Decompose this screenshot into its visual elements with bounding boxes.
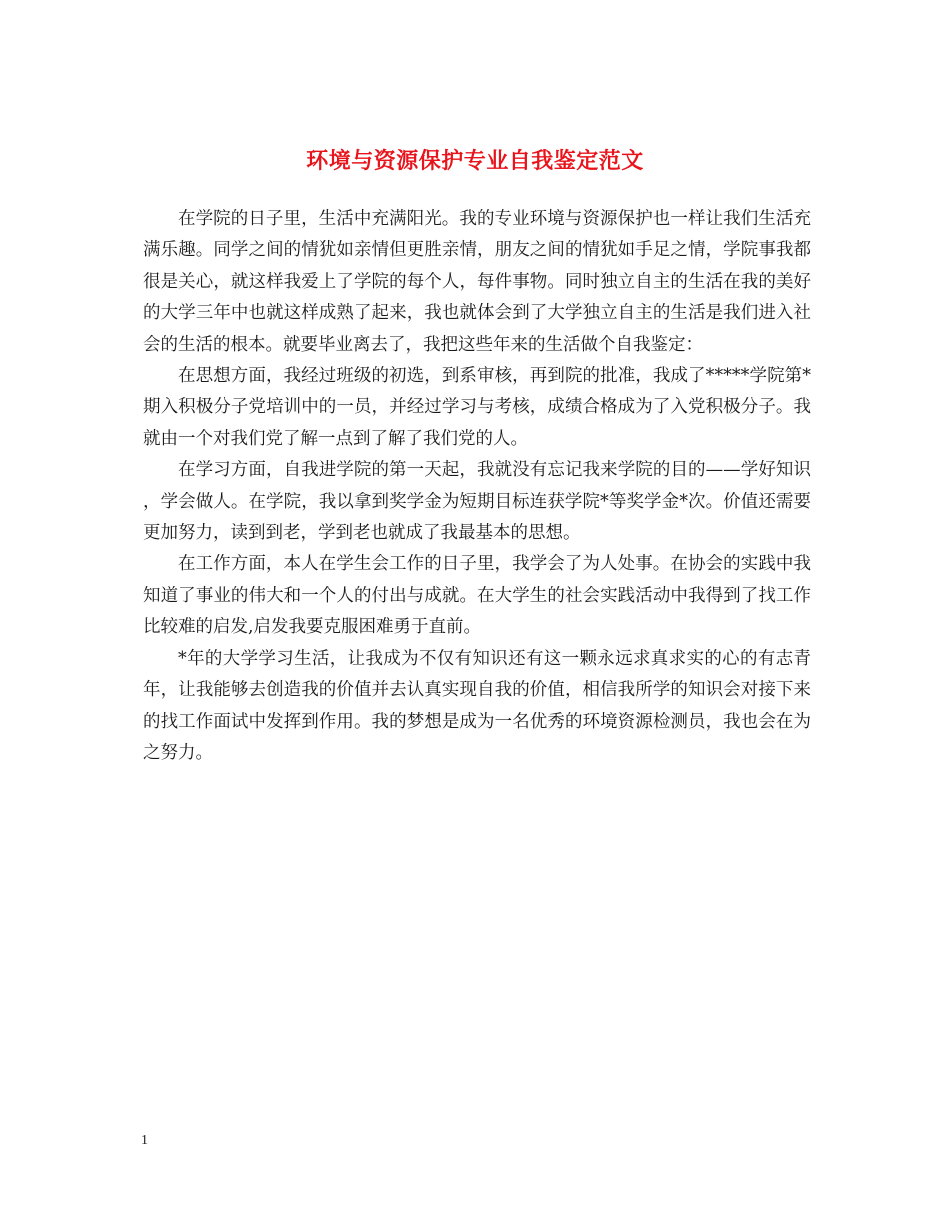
document-body <box>143 204 811 769</box>
page-number: 1 <box>141 1133 148 1148</box>
paragraph-intro: 在学院的日子里，生活中充满阳光。我的专业环境与资源保护也一样让我们生活充满乐趣。同学之间的情犹如亲情但更胜亲情，朋友之间的情犹如手足之情，学院事我都很是关心，就这样我爱上了学院的每个人，每件事物。同时独立自主的生活在我的美好的大学三年中也就这样成熟了起来，我也就体会到了大学独立自主的生活是我们进入社会的生活的根本。就要毕业离去了，我把这些年来的生活做个自我鉴定： <box>143 209 811 355</box>
paragraph-ideology: 在思想方面，我经过班级的初选，到系审核，再到院的批准，我成了*****学院第*期入积极分子党培训中的一员，并经过学习与考核，成绩合格成为了入党积极分子。我就由一个对我们党了解一点到了解了我们党的人。 <box>143 366 811 449</box>
paragraph-conclusion: *年的大学学习生活，让我成为不仅有知识还有这一颗永远求真求实的心的有志青年，让我能够去创造我的价值并去认真实现自我的价值，相信我所学的知识会对接下来的找工作面试中发挥到作用。我的梦想是成为一名优秀的环境资源检测员，我也会在为之努力。 <box>143 648 811 763</box>
paragraph-study: 在学习方面，自我进学院的第一天起，我就没有忘记我来学院的目的——学好知识，学会做人。在学院，我以拿到奖学金为短期目标连获学院*等奖学金*次。价值还需要更加努力，读到到老，学到老也就成了我最基本的思想。 <box>143 460 811 544</box>
document-title: 环境与资源保护专业自我鉴定范文 <box>306 147 644 174</box>
paragraph-work: 在工作方面，本人在学生会工作的日子里，我学会了为人处事。在协会的实践中我知道了事业的伟大和一个人的付出与成就。在大学生的社会实践活动中我得到了找工作比较难的启发,启发我要克服困难勇于直前。 <box>143 554 811 638</box>
